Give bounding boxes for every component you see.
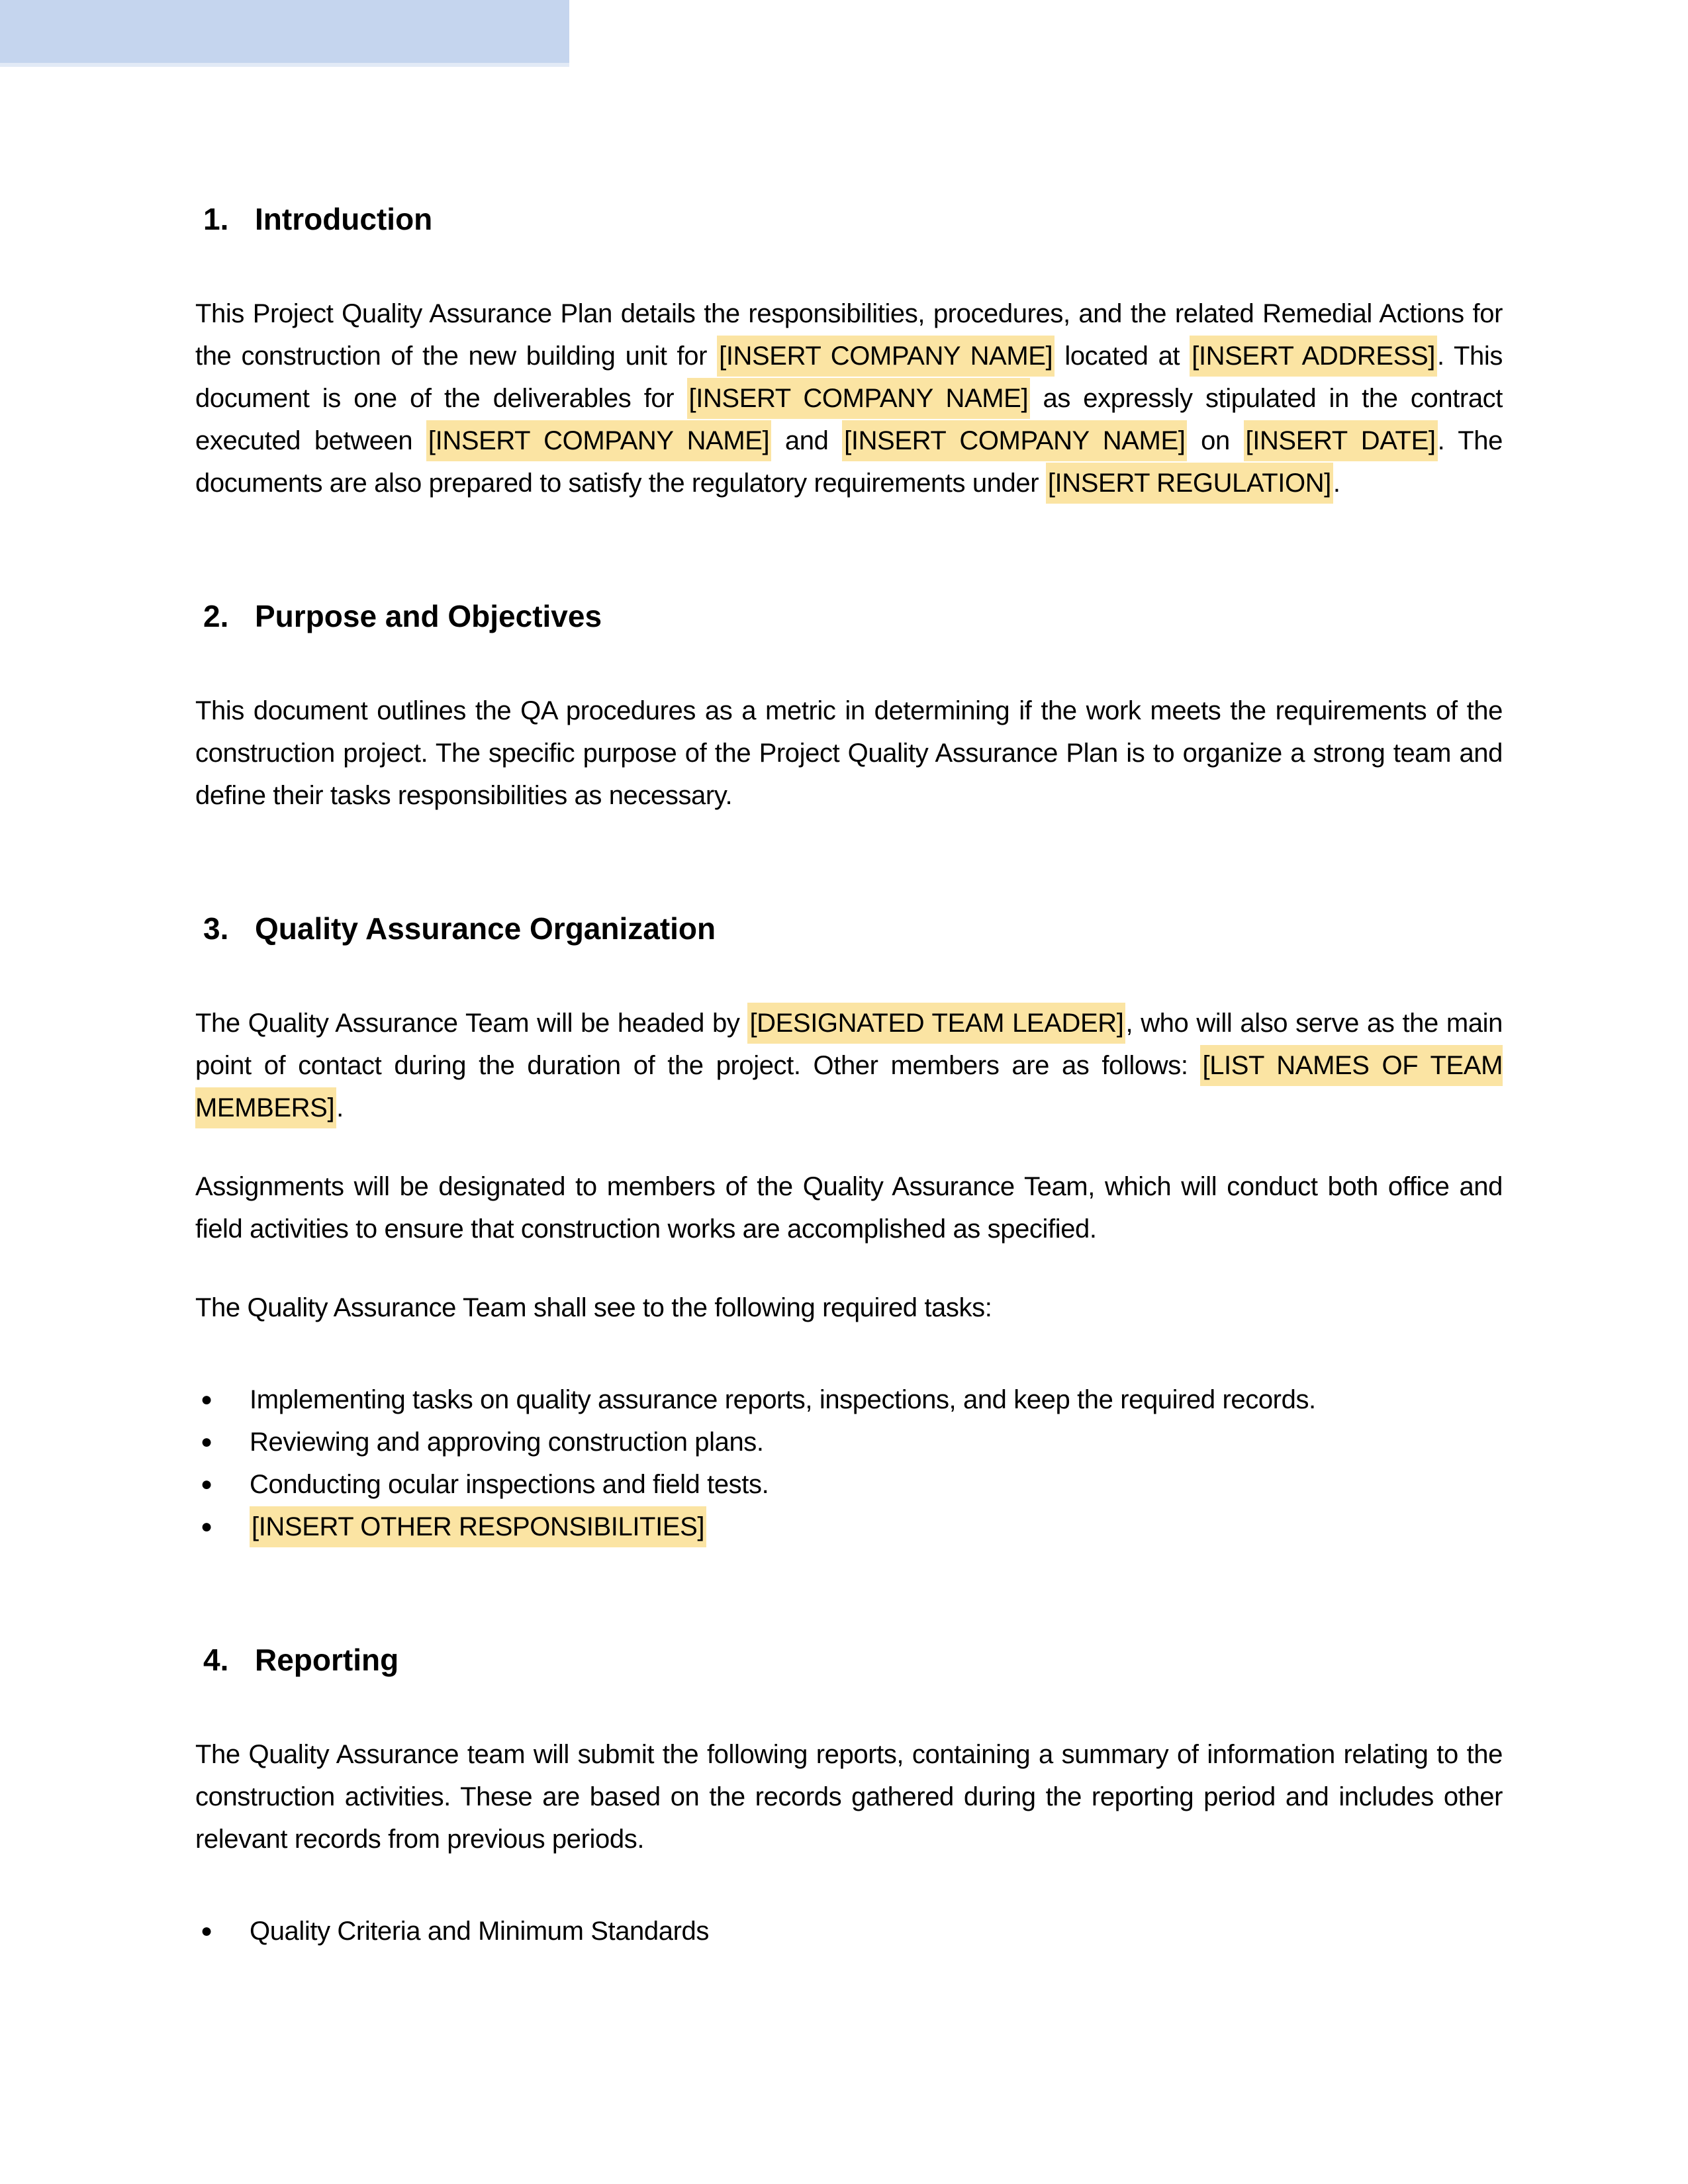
text-run: , who will also serve as the main point of contact during the duration of the project. Other members are as follows: [195,1009,1503,1080]
placeholder-highlight: [INSERT DATE] [1244,420,1438,461]
placeholder-highlight: [INSERT COMPANY NAME] [426,420,771,461]
text-run: Implementing tasks on quality assurance reports, inspections, and keep the required records. [250,1385,1316,1414]
text-run: The Quality Assurance Team shall see to the following required tasks: [195,1293,992,1322]
placeholder-highlight: [INSERT COMPANY NAME] [687,378,1031,419]
text-run: as expressly stipulated in the contract executed between [195,384,1503,455]
bullet-item [195,1421,1503,1463]
top-accent-bar [0,0,569,67]
body-paragraph [195,293,1503,504]
text-run: Conducting ocular inspections and field tests. [250,1470,769,1499]
document-content [195,200,1503,1989]
body-paragraph [195,1002,1503,1129]
section-heading [195,597,1503,635]
text-run: This document outlines the QA procedures as a metric in determining if the work meets the requirements of the construction project. The specific purpose of the Project Quality Assurance Plan is to organize a strong team and define their tasks responsibilities as necessary. [195,696,1503,810]
bullet-icon: ● [201,1431,212,1453]
heading-number: 1. [203,202,229,236]
bullet-icon: ● [201,1473,212,1495]
bullet-item [195,1910,1503,1952]
bullet-item [195,1463,1503,1506]
heading-number: 4. [203,1643,229,1677]
heading-number: 3. [203,911,229,946]
text-run: The Quality Assurance team will submit the following reports, containing a summary of information relating to the construction activities. These are based on the records gathered during the reporting period and includes other relevant records from previous periods. [195,1740,1503,1854]
heading-label: Purpose and Objectives [255,599,602,633]
section-heading [195,909,1503,948]
text-run: . [336,1093,344,1122]
placeholder-highlight: [INSERT ADDRESS] [1190,336,1437,377]
text-run: Quality Criteria and Minimum Standards [250,1917,709,1946]
text-run: This Project Quality Assurance Plan details the responsibilities, procedures, and the related Remedial Actions for the construction of the new building unit for [195,299,1503,371]
heading-number: 2. [203,599,229,633]
section-heading [195,200,1503,238]
bullet-icon: ● [201,1516,212,1537]
bullet-icon: ● [201,1920,212,1942]
text-run: on [1187,426,1244,455]
heading-label: Reporting [255,1643,399,1677]
placeholder-highlight: [INSERT REGULATION] [1046,463,1333,504]
text-run: Assignments will be designated to members of the Quality Assurance Team, which will conduct both office and field activities to ensure that construction works are accomplished as specified. [195,1172,1503,1244]
heading-label: Introduction [255,202,433,236]
placeholder-highlight: [INSERT OTHER RESPONSIBILITIES] [250,1506,706,1547]
placeholder-highlight: [DESIGNATED TEAM LEADER] [747,1003,1125,1044]
placeholder-highlight: [INSERT COMPANY NAME] [717,336,1055,377]
text-run: and [771,426,843,455]
text-run: . [1333,469,1340,498]
body-paragraph [195,1165,1503,1250]
bullet-icon: ● [201,1388,212,1410]
body-paragraph [195,1733,1503,1860]
body-paragraph [195,1287,1503,1329]
text-run: The Quality Assurance Team will be headed by [195,1009,748,1038]
text-run: . This document is one of the deliverables for [195,341,1503,413]
bullet-list [195,1910,1503,1952]
heading-label: Quality Assurance Organization [255,911,716,946]
bullet-item [195,1506,1503,1548]
placeholder-highlight: [LIST NAMES OF TEAM MEMBERS] [195,1045,1503,1128]
placeholder-highlight: [INSERT COMPANY NAME] [842,420,1187,461]
section-heading [195,1641,1503,1679]
body-paragraph [195,690,1503,817]
text-run: Reviewing and approving construction plans. [250,1428,764,1457]
bullet-item [195,1379,1503,1421]
text-run: located at [1055,341,1190,371]
bullet-list [195,1379,1503,1548]
text-run: . The documents are also prepared to satisfy the regulatory requirements under [195,426,1503,498]
